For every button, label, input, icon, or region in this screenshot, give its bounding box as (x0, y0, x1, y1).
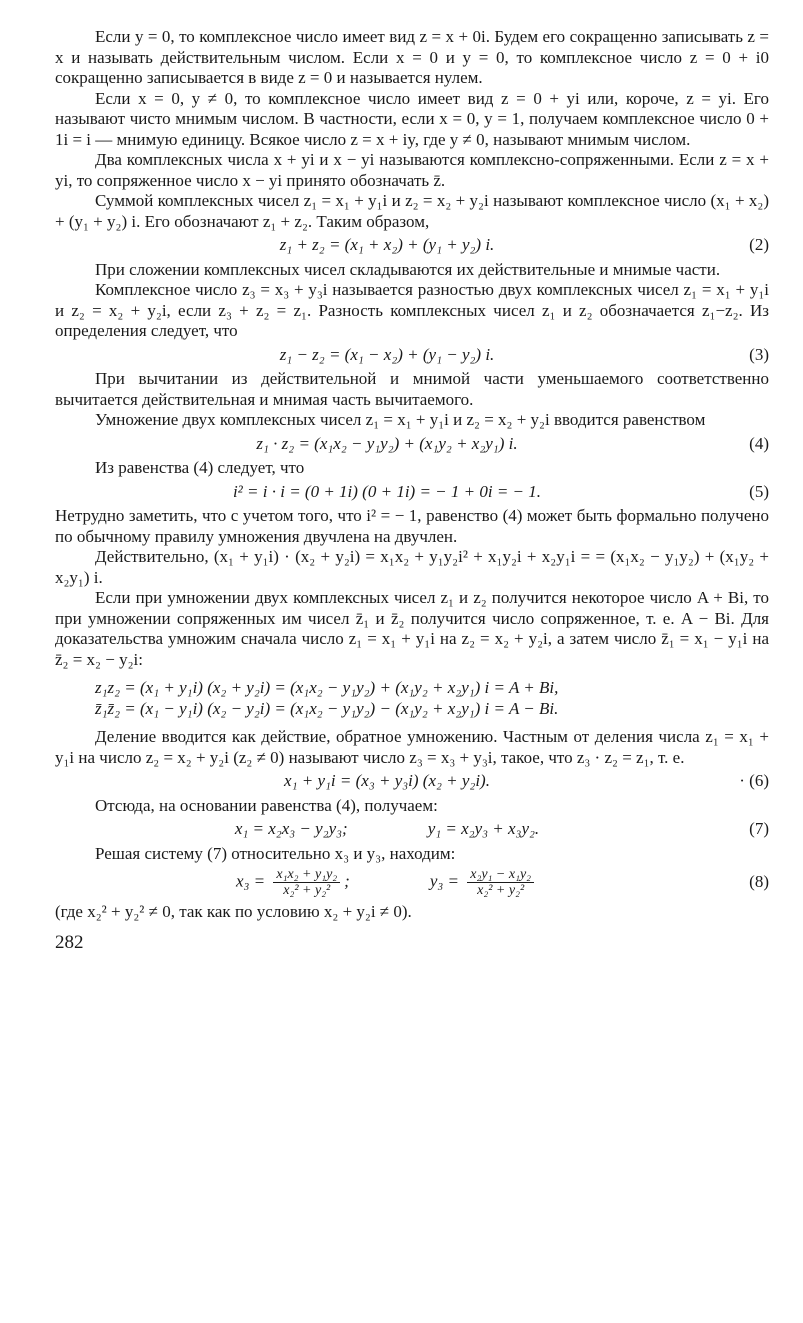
page-number: 282 (55, 931, 84, 953)
paragraph-zero: Если y = 0, то комплексное число имеет вид z = x + 0i. Будем его сокращенно записывать z = x и называть действительным числом. Если x = 0 и y = 0, то комплексное число z = 0 + i0 сокращенно записывается в виде z = 0 и называется нулем. (55, 27, 769, 87)
paragraph-solving: Решая систему (7) относительно x₃ и y₃, находим: (95, 843, 456, 863)
formula-5-number: (5) (749, 481, 769, 501)
formula-products (55, 678, 769, 719)
formula-7 (55, 819, 769, 840)
paragraph-binomial: Нетрудно заметить, что с учетом того, что i² = − 1, равенство (4) может быть формально получено по обычному правилу умножения двучлена на двучлен. (55, 506, 769, 546)
formula-8a-denominator: x₂² + y₂² (283, 883, 331, 898)
formula-4-expr: z₁ · z₂ = (x₁x₂ − y₁y₂) + (x₁y₂ + x₂y₁) i. (256, 433, 518, 453)
formula-7a: x₁ = x₂x₃ − y₂y₃; (234, 819, 348, 838)
paragraph-multiplication: Умножение двух комплексных чисел z₁ = x₁ + y₁i и z₂ = x₂ + y₂i вводится равенством (95, 410, 706, 429)
formula-8b (430, 867, 538, 898)
formula-product-conjugate: z̄₁z̄₂ = (x₁ − y₁i) (x₂ − y₂i) = (x₁x₂ − y₁y₂) − (x₁y₂ + x₂y₁) i = A − Bi. (95, 698, 559, 718)
paragraph-division: Деление вводится как действие, обратное умножению. Частным от деления числа z₁ = x₁ + y₁i на число z₂ = x₂ + y₂i (z₂ ≠ 0) называют число z₃ = x₃ + y₃i, такое, что z₃ · z₂ = z₁, т. е. (55, 727, 769, 767)
formula-8-expr (55, 867, 719, 898)
formula-6-expr: x₁ + y₁i = (x₃ + y₃i) (x₂ + y₂i). (284, 771, 490, 790)
paragraph-difference: Комплексное число z₃ = x₃ + y₃i называется разностью двух комплексных чисел z₁ = x₁ + y₁i и z₂ = x₂ + y₂i, если z₃ + z₂ = z₁. Разность комплексных чисел z₁ и z₂ обозначается z₁−z₂. Из определения следует, что (55, 280, 769, 340)
formula-8b-fraction (467, 867, 534, 898)
formula-3-number: (3) (749, 344, 769, 364)
formula-8-number: (8) (749, 872, 769, 892)
formula-2-number: (2) (749, 235, 769, 254)
formula-6 (55, 771, 769, 792)
paragraph-conjugate-product: Если при умножении двух комплексных чисел z₁ и z₂ получится некоторое число A + Bi, то при умножении сопряженных им чисел z̄₁ и z̄₂ получится число сопряженное, т. е. A − Bi. Для доказательства умножим сначала число z₁ = x₁ + y₁i на z₂ = x₂ + y₂i, а затем число z̄₁ = x₁ − y₁i на z̄₂ = x₂ − y₂i: (55, 588, 769, 669)
formula-8b-lhs: y₃ = (429, 871, 460, 891)
formula-3-expr: z₁ − z₂ = (x₁ − x₂) + (y₁ − y₂) i. (279, 344, 495, 364)
formula-2-expr: z₁ + z₂ = (x₁ + x₂) + (y₁ + y₂) i. (279, 235, 495, 254)
paragraph-imaginary: Если x = 0, y ≠ 0, то комплексное число имеет вид z = 0 + yi или, короче, z = yi. Его называют чисто мнимым числом. В частности, если x = 0, y = 1, получаем комплексное число 0 + 1i = i — мнимую единицу. Всякое число z = x + iy, где y ≠ 0, называют мнимым числом. (55, 88, 769, 149)
formula-8b-denominator: x₂² + y₂² (477, 883, 525, 898)
paragraph-subtraction-rule: При вычитании из действительной и мнимой части уменьшаемого соответственно вычитается действительная и мнимая часть вычитаемого. (55, 369, 769, 409)
formula-8 (55, 867, 769, 898)
formula-6-number: · (6) (739, 771, 769, 790)
paragraph-condition: (где x₂² + y₂² ≠ 0, так как по условию x₂ + y₂i ≠ 0). (55, 902, 412, 921)
paragraph-from-equality: Из равенства (4) следует, что (95, 458, 305, 477)
formula-7-expr (55, 819, 719, 840)
formula-7-number: (7) (749, 819, 769, 838)
formula-4-number: (4) (749, 433, 769, 453)
formula-product-direct: z₁z₂ = (x₁ + y₁i) (x₂ + y₂i) = (x₁x₂ − y₁y₂) + (x₁y₂ + x₂y₁) i = A + Bi, (95, 678, 559, 697)
paragraph-indeed: Действительно, (x₁ + y₁i) · (x₂ + y₂i) = x₁x₂ + y₁y₂i² + x₁y₂i + x₂y₁i = = (x₁x₂ − y₁y₂) + (x₁y₂ + x₂y₁) i. (55, 547, 769, 587)
formula-7b: y₁ = x₂y₃ + x₃y₂. (427, 819, 540, 838)
formula-5 (55, 482, 769, 503)
formula-2 (55, 235, 769, 256)
paragraph-addition-rule: При сложении комплексных чисел складываются их действительные и мнимые части. (95, 259, 721, 279)
formula-8a-numerator: x₁x₂ + y₁y₂ (273, 867, 340, 883)
formula-8a: x₃ = $\frac{\text{x₁x₂ + y₁y₂}}{\text{x₂² + y₂²}}$ ; (235, 867, 350, 898)
formula-4 (55, 434, 769, 455)
paragraph-hence: Отсюда, на основании равенства (4), получаем: (95, 795, 438, 815)
formula-8b-numerator: x₂y₁ − x₁y₂ (467, 867, 534, 883)
formula-8a-lhs: x₃ = (235, 871, 266, 891)
formula-8a-fraction (273, 867, 340, 898)
paragraph-sum: Суммой комплексных чисел z₁ = x₁ + y₁i и z₂ = x₂ + y₂i называют комплексное число (x₁ + x₂) + (y₁ + y₂) i. Его обозначают z₁ + z₂. Таким образом, (55, 191, 769, 231)
formula-3 (55, 345, 769, 366)
paragraph-conjugate: Два комплексных числа x + yi и x − yi называются комплексно-сопряженными. Если z = x + yi, то сопряженное число x − yi принято обозначать z̄. (55, 150, 769, 190)
formula-5-expr: i² = i · i = (0 + 1i) (0 + 1i) = − 1 + 0i = − 1. (232, 481, 542, 501)
